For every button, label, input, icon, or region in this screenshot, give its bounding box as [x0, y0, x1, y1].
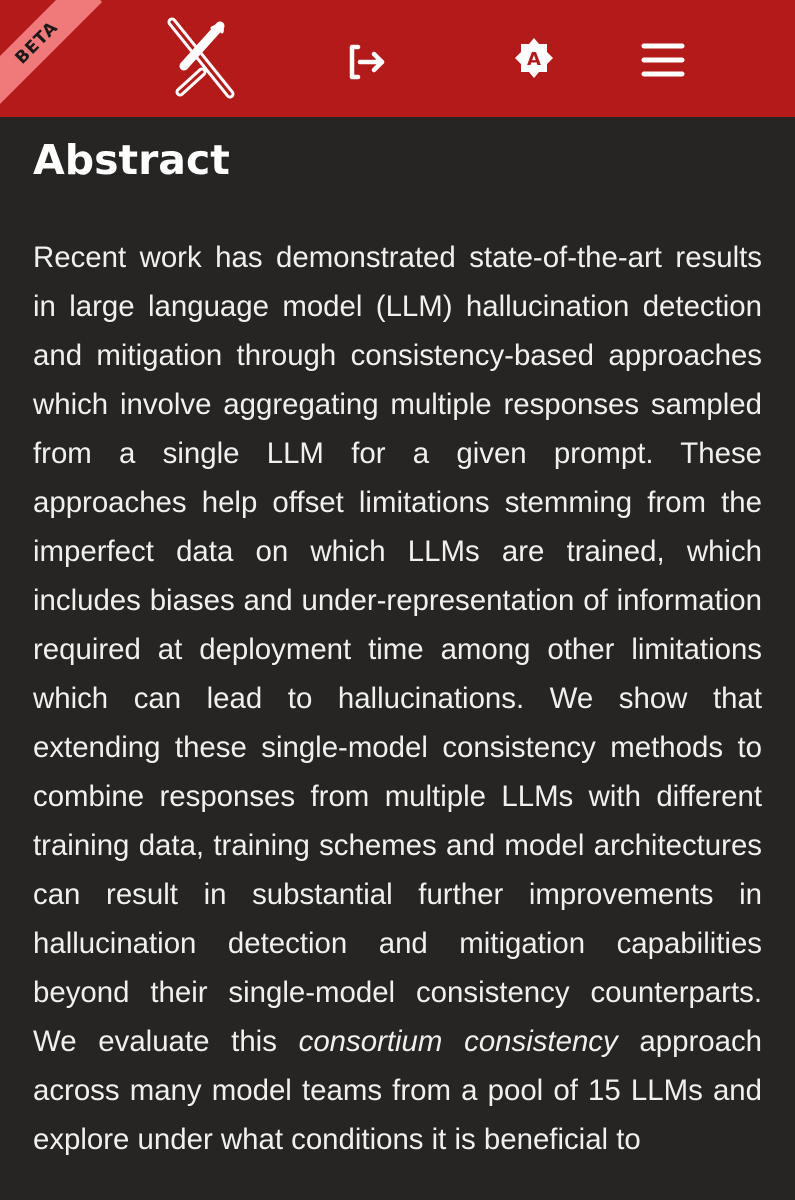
main-content [33, 130, 762, 1164]
beta-ribbon: BETA [0, 0, 102, 108]
login-icon[interactable] [342, 38, 390, 86]
abstract-text-part1: Recent work has demonstrated state-of-the-art results in large language model (LLM) hallucination detection and mitigation through consistency-based approaches which involve aggregating multiple responses sampled from a single LLM for a given prompt. These approaches help offset limitations stemming from the imperfect data on which LLMs are trained, which includes biases and under-representation of information required at deployment time among other limitations which can lead to hallucinations. We show that extending these single-model consistency methods to combine responses from multiple LLMs with different training data, training schemes and model architectures can result in substantial further improvements in hallucination detection and mitigation capabilities beyond their single-model consistency counterparts. We evaluate this [33, 241, 762, 1058]
top-navigation-bar [0, 0, 795, 117]
abstract-emphasis: consortium consistency [298, 1025, 618, 1058]
abstract-text-part2: approach across many model teams from a pool of 15 LLMs and explore under what conditions it is beneficial to [33, 1025, 762, 1156]
arxiv-logo-icon[interactable] [162, 14, 242, 104]
abstract-text [33, 233, 762, 1164]
accessibility-icon[interactable] [512, 36, 556, 80]
hamburger-menu-icon[interactable] [638, 38, 688, 82]
svg-text:A: A [527, 49, 541, 70]
page-title: Abstract [33, 136, 230, 184]
